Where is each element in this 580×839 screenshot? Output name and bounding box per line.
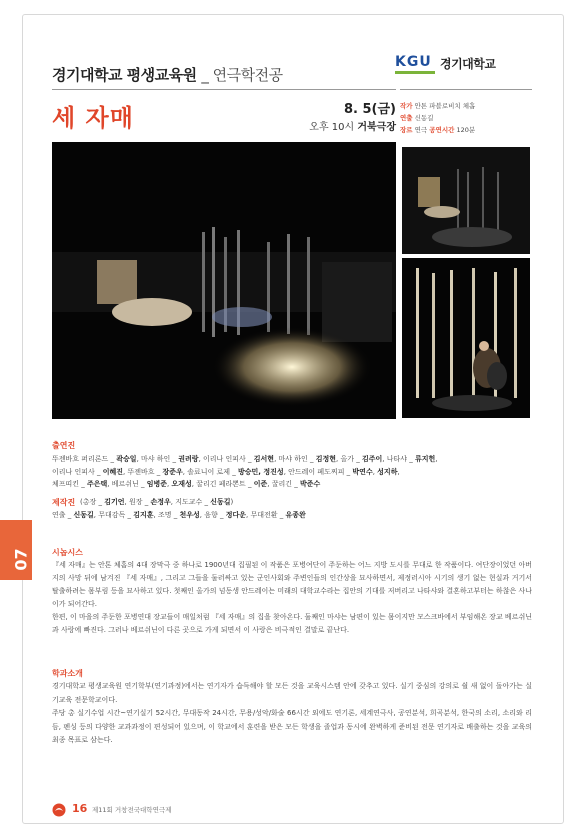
- page-number: 16: [72, 802, 88, 815]
- venue-text: 거북극장: [357, 122, 396, 133]
- stage-photo-top-right-image: [402, 147, 530, 254]
- section-tab: [0, 520, 32, 580]
- credit-director: 연출 신동길: [400, 114, 434, 122]
- page-footer: [52, 803, 352, 817]
- department-label: 학과소개: [52, 669, 83, 678]
- staff-line: (총장 _ 김기언, 원장 _ 손정우, 지도교수 _ 신동길): [80, 498, 234, 506]
- performance-date: 8. 5(금): [344, 102, 396, 117]
- cast-label: 출연진: [52, 441, 76, 450]
- department-paragraph: 경기대학교 평생교육원 연기학부(연기과정)에서는 연기자가 습득해야 할 모든 것을 교육시스템 안에 갖추고 있다. 실기 중심의 강의로 쉴 새 없이 돌아가는 실기교육 전문학교이다.: [52, 682, 532, 704]
- play-title: 세 자매: [52, 104, 134, 132]
- section-tab-number: 07: [11, 548, 31, 571]
- stage-photo-bottom-right: [402, 258, 530, 418]
- stage-photo-bottom-right-image: [402, 258, 530, 418]
- staff-label: 제작진: [52, 498, 76, 507]
- university-logo: [395, 54, 515, 84]
- stage-photo-main: [52, 142, 396, 419]
- page-heading: [52, 64, 283, 85]
- time-text: 오후 10시: [309, 122, 355, 133]
- footer-text: 제11회 거창전국대학연극제: [92, 806, 172, 814]
- cast-line: 뚜젠바흐 퍼리론드 _ 곽승일, 마샤 하인 _ 권려랑, 이리나 인피사 _ 김서현, 마샤 하인 _ 김정현, 올가 _ 김주이, 나타샤 _ 류지헌,: [52, 455, 438, 463]
- page-header: [52, 54, 552, 90]
- festival-emblem-icon: [52, 803, 66, 817]
- logo-mark: KGU: [395, 54, 432, 70]
- org-name: 경기대학교 평생교육원: [52, 66, 197, 84]
- credits-box: [400, 100, 540, 136]
- synopsis-text: [52, 559, 532, 637]
- credit-writer: 작가 안톤 파블로비치 체홉: [400, 102, 476, 110]
- stage-photo-main-image: [52, 142, 396, 419]
- cast-list: [52, 453, 532, 491]
- performance-time: [260, 118, 396, 133]
- synopsis-paragraph: 『세 자매』는 안톤 체홉의 4대 장막극 중 하나로 1900년대 집필된 이 작품은 포병여단이 주둔하는 어느 지방 도시를 무대로 한 작품이다. 여단장이었던 아버지의 사망 뒤에 남겨진 『세 자매』, 그리고 그들을 둘러싸고 있는 군인사회와 주변인들의 인간상을 묘사하면서, 제정러시아 시기의 생기 없는 현실과 거기서 탈출하려는 몸부림 등을 묘사하고 있다. 첫째인 올가의 넘동생 안드레이는 미래의 대학교수라는 집안의 기대를 저버리고 나타샤와 결혼하고부터는 하찮은 사나이가 되어간다.: [52, 561, 532, 608]
- logo-name: 경기대학교: [440, 57, 496, 71]
- cast-line: 이리나 인피사 _ 이혜진, 뚜젠바흐 _ 장준우, 솔료니이 로제 _ 방승민, 정진성, 안드레이 페도찌피 _ 박연수, 성지하,: [52, 467, 400, 476]
- cast-line: 체프띠킨 _ 주은택, 베르쉬닌 _ 임병준, 오재성, 꿀리긴 페라뽄트 _ 이준, 꿀리긴 _ 박준수: [52, 480, 321, 488]
- header-divider: [52, 89, 396, 90]
- staff-line: 연출 _ 신동길, 무대감독 _ 김지훈, 조명 _ 천우성, 음향 _ 정다운, 무대전환 _ 유종완: [52, 510, 306, 519]
- dept-name: _ 연극학전공: [201, 66, 283, 84]
- department-paragraph: 주당 총 실기수업 시간~연기실기 52시간, 무대동작 24시간, 무용/성악/화술 66시간 외에도 연기론, 세계연극사, 공연분석, 희곡분석, 한국의 소리, 소리와 리듬, 펜싱 등의 다양한 교과과정이 편성되어 있으며, 이 학교에서 훈련을 받은 모든 학생을 졸업과 동시에 완벽하게 준비된 전문 연기자로 배출하는 것을 교육의 최종 목표로 삼는다.: [52, 709, 532, 744]
- stage-photo-top-right: [402, 147, 530, 254]
- department-text: [52, 680, 532, 748]
- synopsis-label: 시놉시스: [52, 548, 83, 557]
- credit-genre: 장르 연극 공연시간 120분: [400, 126, 476, 134]
- header-divider-right: [400, 89, 532, 90]
- logo-underline: [395, 71, 435, 74]
- synopsis-paragraph: 한편, 이 마을의 주둔한 포병연대 장교들이 매일처럼 『세 자매』의 집을 찾아온다. 둘째인 마샤는 남편이 있는 몸이지만 모스크바에서 부임해온 장교 베르쉬닌과 사랑에 빠진다. 그러나 베르쉬닌이 다른 곳으로 가게 되면서 이 사랑은 비극적인 결말로 끝난다.: [52, 613, 532, 634]
